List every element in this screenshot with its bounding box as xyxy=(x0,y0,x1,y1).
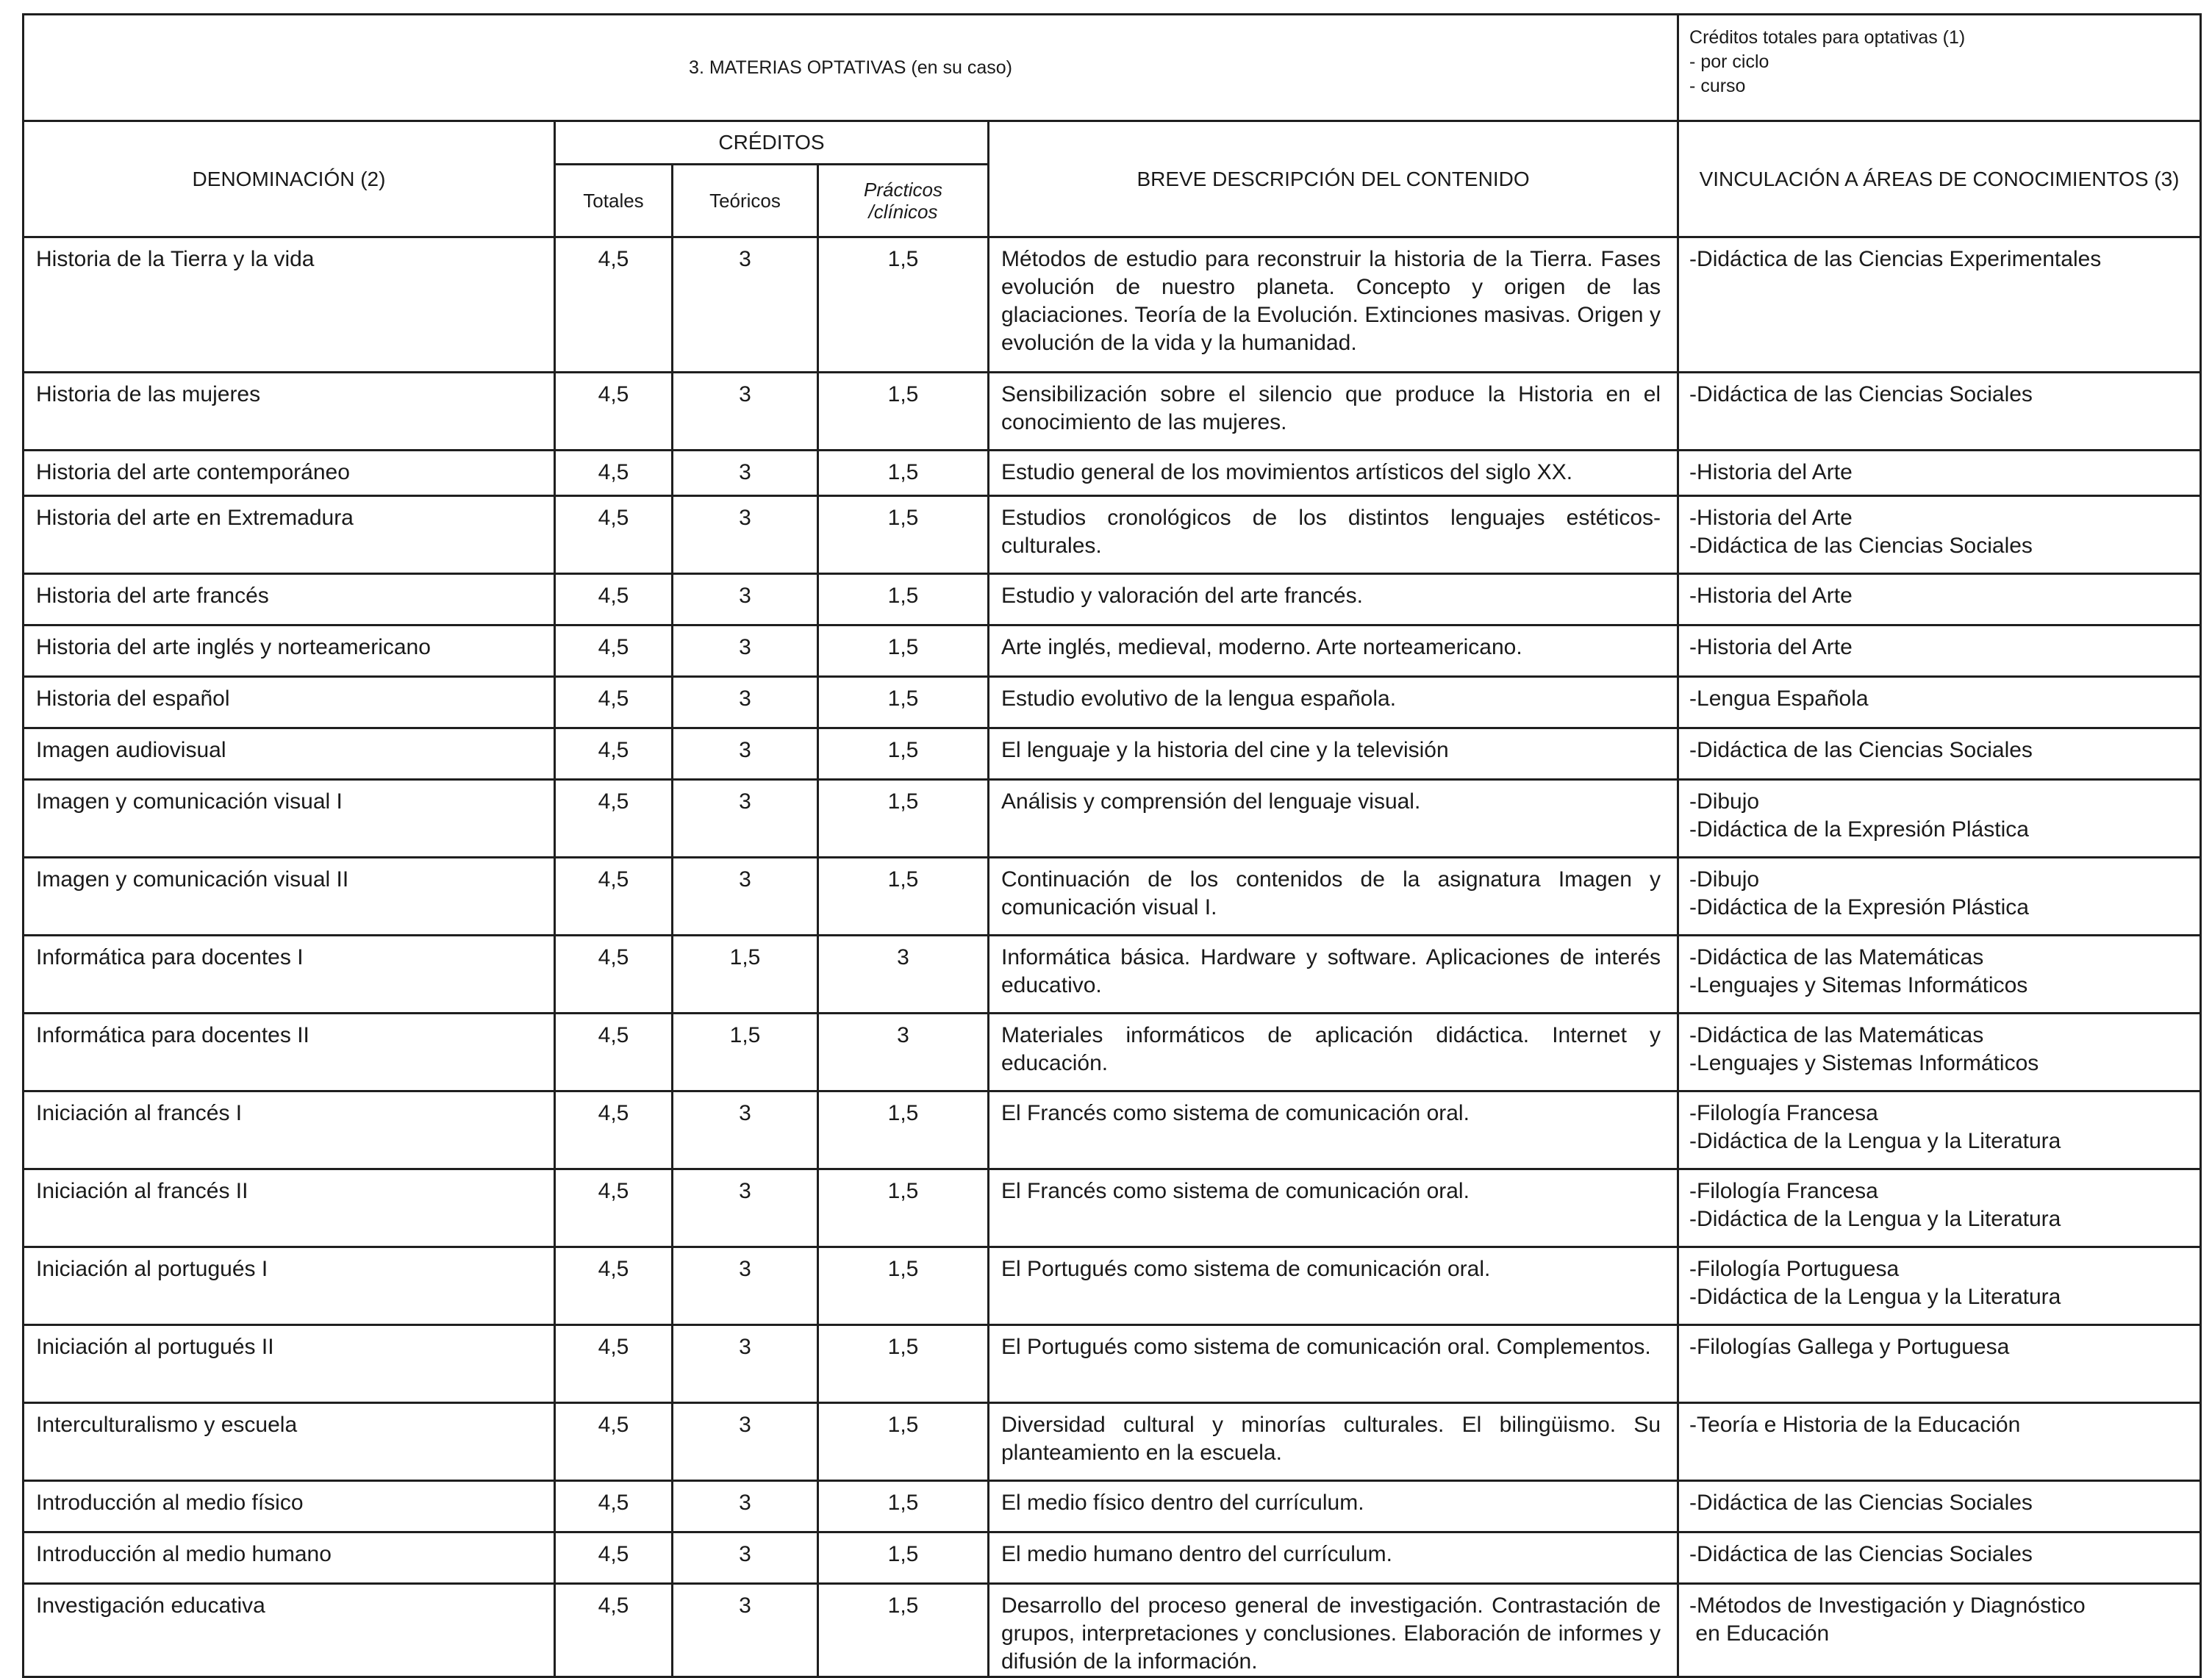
section-title: 3. MATERIAS OPTATIVAS (en su caso) xyxy=(24,15,1678,121)
credits-totales: 4,5 xyxy=(555,451,673,496)
subject-name: Imagen y comunicación visual II xyxy=(24,858,555,936)
area-item: en Educación xyxy=(1689,1621,1830,1646)
credits-teoricos: 3 xyxy=(673,451,818,496)
knowledge-areas xyxy=(1678,574,2201,625)
knowledge-areas xyxy=(1678,496,2201,574)
table-row xyxy=(24,1014,2201,1091)
subjects-body xyxy=(24,237,2201,1677)
credits-totales: 4,5 xyxy=(555,1584,673,1677)
area-item: -Didáctica de las Ciencias Sociales xyxy=(1689,1542,2033,1566)
area-item: -Didáctica de las Ciencias Sociales xyxy=(1689,382,2033,406)
subject-name: Iniciación al portugués I xyxy=(24,1247,555,1325)
content-description: El medio físico dentro del currículum. xyxy=(989,1481,1678,1532)
subject-name: Iniciación al francés I xyxy=(24,1091,555,1169)
credits-practicos: 1,5 xyxy=(818,451,989,496)
header-row xyxy=(24,121,2201,165)
credits-teoricos: 3 xyxy=(673,373,818,451)
knowledge-areas xyxy=(1678,1584,2201,1677)
content-description: Desarrollo del proceso general de investigación. Contrastación de grupos, interpretaciones y conclusiones. Elaboración de informes y difusión de la información. xyxy=(989,1584,1678,1677)
knowledge-areas xyxy=(1678,1169,2201,1247)
credits-teoricos: 3 xyxy=(673,1481,818,1532)
knowledge-areas xyxy=(1678,1325,2201,1403)
credits-teoricos: 3 xyxy=(673,1325,818,1403)
area-item: -Didáctica de las Ciencias Experimentales xyxy=(1689,247,2102,271)
area-item: -Historia del Arte xyxy=(1689,506,1853,530)
subject-name: Investigación educativa xyxy=(24,1584,555,1677)
area-item: -Dibujo xyxy=(1689,789,1760,814)
area-item: -Didáctica de la Lengua y la Literatura xyxy=(1689,1207,2061,1231)
credits-practicos: 1,5 xyxy=(818,1325,989,1403)
knowledge-areas xyxy=(1678,677,2201,728)
credits-practicos: 1,5 xyxy=(818,728,989,780)
subject-name: Imagen audiovisual xyxy=(24,728,555,780)
area-item: -Lengua Española xyxy=(1689,686,1869,711)
table-row xyxy=(24,1403,2201,1481)
subject-name: Iniciación al francés II xyxy=(24,1169,555,1247)
credits-totales: 4,5 xyxy=(555,1481,673,1532)
credits-teoricos: 3 xyxy=(673,625,818,677)
content-description: Estudio evolutivo de la lengua española. xyxy=(989,677,1678,728)
area-item: -Métodos de Investigación y Diagnóstico xyxy=(1689,1593,2086,1618)
table-row xyxy=(24,1481,2201,1532)
area-item: -Didáctica de las Matemáticas xyxy=(1689,1023,1984,1047)
table-row xyxy=(24,237,2201,373)
subject-name: Historia del arte francés xyxy=(24,574,555,625)
credits-totales: 4,5 xyxy=(555,1532,673,1584)
credits-practicos: 1,5 xyxy=(818,1247,989,1325)
subject-name: Historia de la Tierra y la vida xyxy=(24,237,555,373)
knowledge-areas xyxy=(1678,373,2201,451)
credits-totales: 4,5 xyxy=(555,728,673,780)
content-description: El Portugués como sistema de comunicación oral. xyxy=(989,1247,1678,1325)
subject-name: Historia de las mujeres xyxy=(24,373,555,451)
subject-name: Introducción al medio humano xyxy=(24,1532,555,1584)
credits-practicos: 1,5 xyxy=(818,1403,989,1481)
area-item: -Didáctica de la Expresión Plástica xyxy=(1689,895,2029,919)
table-row xyxy=(24,780,2201,858)
credits-totales: 4,5 xyxy=(555,780,673,858)
table-row xyxy=(24,625,2201,677)
area-item: -Didáctica de la Lengua y la Literatura xyxy=(1689,1129,2061,1153)
table-row xyxy=(24,373,2201,451)
subject-name: Informática para docentes II xyxy=(24,1014,555,1091)
credits-totales: 4,5 xyxy=(555,936,673,1014)
credits-teoricos: 3 xyxy=(673,677,818,728)
knowledge-areas xyxy=(1678,1247,2201,1325)
content-description: El Francés como sistema de comunicación oral. xyxy=(989,1169,1678,1247)
knowledge-areas xyxy=(1678,625,2201,677)
credits-practicos: 1,5 xyxy=(818,373,989,451)
content-description: Continuación de los contenidos de la asignatura Imagen y comunicación visual I. xyxy=(989,858,1678,936)
knowledge-areas xyxy=(1678,728,2201,780)
practical-header xyxy=(818,165,989,237)
credits-practicos: 1,5 xyxy=(818,237,989,373)
practical-header-line1: Prácticos xyxy=(864,179,942,201)
credits-teoricos: 3 xyxy=(673,496,818,574)
knowledge-areas xyxy=(1678,780,2201,858)
subject-name: Interculturalismo y escuela xyxy=(24,1403,555,1481)
area-item: -Filología Francesa xyxy=(1689,1179,1878,1203)
credits-practicos: 1,5 xyxy=(818,677,989,728)
content-description: Sensibilización sobre el silencio que produce la Historia en el conocimiento de las mujeres. xyxy=(989,373,1678,451)
table-row xyxy=(24,1532,2201,1584)
area-item: -Dibujo xyxy=(1689,867,1760,892)
content-description: Métodos de estudio para reconstruir la historia de la Tierra. Fases evolución de nuestro planeta. Concepto y origen de las glaciaciones. Teoría de la Evolución. Extinciones masivas. Origen y evolución de la vida y la humanidad. xyxy=(989,237,1678,373)
credits-practicos: 1,5 xyxy=(818,1169,989,1247)
credits-teoricos: 3 xyxy=(673,1169,818,1247)
area-item: -Didáctica de las Ciencias Sociales xyxy=(1689,738,2033,762)
credits-practicos: 3 xyxy=(818,1014,989,1091)
content-description: Diversidad cultural y minorías culturales. El bilingüismo. Su planteamiento en la escuela. xyxy=(989,1403,1678,1481)
totals-header: Totales xyxy=(555,165,673,237)
credits-totales: 4,5 xyxy=(555,1403,673,1481)
subject-name: Iniciación al portugués II xyxy=(24,1325,555,1403)
credits-practicos: 1,5 xyxy=(818,574,989,625)
credits-teoricos: 3 xyxy=(673,1532,818,1584)
table-row xyxy=(24,1091,2201,1169)
credits-totales: 4,5 xyxy=(555,373,673,451)
subject-name: Historia del arte inglés y norteamericano xyxy=(24,625,555,677)
credits-totales: 4,5 xyxy=(555,1325,673,1403)
content-description: Estudios cronológicos de los distintos lenguajes estéticos-culturales. xyxy=(989,496,1678,574)
credits-practicos: 1,5 xyxy=(818,1481,989,1532)
content-description: El lenguaje y la historia del cine y la televisión xyxy=(989,728,1678,780)
area-item: -Filología Francesa xyxy=(1689,1101,1878,1125)
title-row xyxy=(24,15,2201,121)
description-header: BREVE DESCRIPCIÓN DEL CONTENIDO xyxy=(989,121,1678,237)
practical-header-line2: /clínicos xyxy=(868,201,938,223)
denomination-header: DENOMINACIÓN (2) xyxy=(24,121,555,237)
area-item: -Lenguajes y Sistemas Informáticos xyxy=(1689,1051,2039,1075)
content-description: El medio humano dentro del currículum. xyxy=(989,1532,1678,1584)
content-description: Estudio general de los movimientos artísticos del siglo XX. xyxy=(989,451,1678,496)
credits-totales: 4,5 xyxy=(555,1247,673,1325)
table-row xyxy=(24,936,2201,1014)
optional-subjects-document xyxy=(22,13,2200,1678)
note-line: Créditos totales para optativas (1) xyxy=(1689,27,1966,48)
content-description: Informática básica. Hardware y software. Aplicaciones de interés educativo. xyxy=(989,936,1678,1014)
credits-practicos: 1,5 xyxy=(818,1532,989,1584)
table-row xyxy=(24,1169,2201,1247)
area-item: -Didáctica de la Lengua y la Literatura xyxy=(1689,1285,2061,1309)
credits-practicos: 1,5 xyxy=(818,496,989,574)
subject-name: Historia del arte contemporáneo xyxy=(24,451,555,496)
table-row xyxy=(24,451,2201,496)
subject-name: Historia del español xyxy=(24,677,555,728)
credits-totales: 4,5 xyxy=(555,1014,673,1091)
area-item: -Didáctica de las Ciencias Sociales xyxy=(1689,534,2033,558)
credits-totales: 4,5 xyxy=(555,858,673,936)
subject-name: Historia del arte en Extremadura xyxy=(24,496,555,574)
credits-teoricos: 3 xyxy=(673,237,818,373)
credits-teoricos: 3 xyxy=(673,1091,818,1169)
note-line: - por ciclo xyxy=(1689,51,1769,72)
area-item: -Filologías Gallega y Portuguesa xyxy=(1689,1335,2010,1359)
area-item: -Lenguajes y Sitemas Informáticos xyxy=(1689,973,2028,997)
credits-totales: 4,5 xyxy=(555,1169,673,1247)
table-row xyxy=(24,574,2201,625)
credits-teoricos: 3 xyxy=(673,728,818,780)
credits-practicos: 3 xyxy=(818,936,989,1014)
area-item: -Teoría e Historia de la Educación xyxy=(1689,1413,2021,1437)
knowledge-areas xyxy=(1678,237,2201,373)
area-item: -Filología Portuguesa xyxy=(1689,1257,1900,1281)
credits-totales: 4,5 xyxy=(555,237,673,373)
knowledge-areas xyxy=(1678,1014,2201,1091)
credits-teoricos: 3 xyxy=(673,780,818,858)
subject-name: Informática para docentes I xyxy=(24,936,555,1014)
credits-teoricos: 3 xyxy=(673,858,818,936)
area-item: -Historia del Arte xyxy=(1689,635,1853,659)
subject-name: Imagen y comunicación visual I xyxy=(24,780,555,858)
knowledge-areas xyxy=(1678,1403,2201,1481)
credits-teoricos: 3 xyxy=(673,1584,818,1677)
table-row xyxy=(24,1584,2201,1677)
content-description: El Portugués como sistema de comunicación oral. Complementos. xyxy=(989,1325,1678,1403)
credits-practicos: 1,5 xyxy=(818,1091,989,1169)
subject-name: Introducción al medio físico xyxy=(24,1481,555,1532)
content-description: Análisis y comprensión del lenguaje visual. xyxy=(989,780,1678,858)
credits-teoricos: 3 xyxy=(673,574,818,625)
credits-practicos: 1,5 xyxy=(818,858,989,936)
note-line: - curso xyxy=(1689,76,1746,96)
credits-header: CRÉDITOS xyxy=(555,121,989,165)
knowledge-areas xyxy=(1678,451,2201,496)
content-description: Estudio y valoración del arte francés. xyxy=(989,574,1678,625)
credits-teoricos: 1,5 xyxy=(673,1014,818,1091)
credits-practicos: 1,5 xyxy=(818,625,989,677)
credits-totales: 4,5 xyxy=(555,496,673,574)
content-description: Materiales informáticos de aplicación didáctica. Internet y educación. xyxy=(989,1014,1678,1091)
knowledge-areas xyxy=(1678,1481,2201,1532)
credits-totales: 4,5 xyxy=(555,677,673,728)
table-row xyxy=(24,728,2201,780)
theoretical-header: Teóricos xyxy=(673,165,818,237)
area-item: -Historia del Arte xyxy=(1689,584,1853,608)
area-item: -Historia del Arte xyxy=(1689,460,1853,484)
area-item: -Didáctica de las Ciencias Sociales xyxy=(1689,1491,2033,1515)
content-description: El Francés como sistema de comunicación oral. xyxy=(989,1091,1678,1169)
credits-totales: 4,5 xyxy=(555,574,673,625)
table-row xyxy=(24,677,2201,728)
credits-teoricos: 3 xyxy=(673,1247,818,1325)
area-item: -Didáctica de la Expresión Plástica xyxy=(1689,817,2029,842)
credits-practicos: 1,5 xyxy=(818,1584,989,1677)
credits-practicos: 1,5 xyxy=(818,780,989,858)
knowledge-areas xyxy=(1678,858,2201,936)
credits-totales: 4,5 xyxy=(555,1091,673,1169)
knowledge-areas xyxy=(1678,1091,2201,1169)
table-row xyxy=(24,1247,2201,1325)
knowledge-areas xyxy=(1678,1532,2201,1584)
total-credits-note xyxy=(1678,15,2201,121)
table-row xyxy=(24,496,2201,574)
area-item: -Didáctica de las Matemáticas xyxy=(1689,945,1984,969)
knowledge-areas xyxy=(1678,936,2201,1014)
table-row xyxy=(24,1325,2201,1403)
table-row xyxy=(24,858,2201,936)
areas-header: VINCULACIÓN A ÁREAS DE CONOCIMIENTOS (3) xyxy=(1678,121,2201,237)
credits-totales: 4,5 xyxy=(555,625,673,677)
optional-subjects-table xyxy=(22,13,2202,1678)
content-description: Arte inglés, medieval, moderno. Arte norteamericano. xyxy=(989,625,1678,677)
credits-teoricos: 3 xyxy=(673,1403,818,1481)
credits-teoricos: 1,5 xyxy=(673,936,818,1014)
